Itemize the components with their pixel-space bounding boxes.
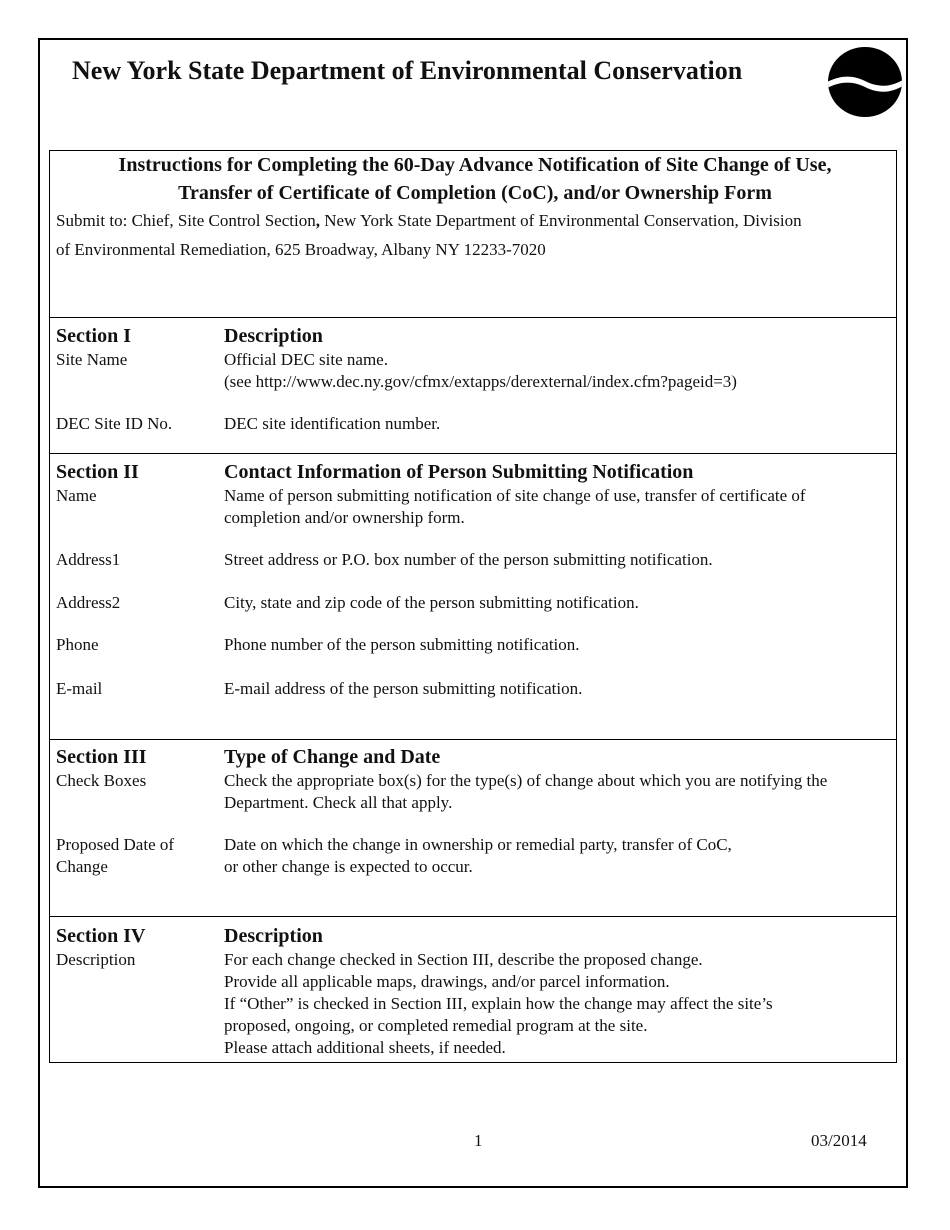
site-name-desc-line2: (see http://www.dec.ny.gov/cfmx/extapps/derexternal/index.cfm?pageid=3)	[224, 372, 737, 391]
section4-heading: Section IV	[56, 925, 146, 947]
phone-label: Phone	[56, 635, 99, 654]
section3-heading: Section III	[56, 746, 147, 768]
section3-column-heading: Type of Change and Date	[224, 746, 441, 768]
address2-label: Address2	[56, 593, 121, 612]
section1-column-heading: Description	[224, 325, 323, 347]
proposed-date-label-line2: Change	[56, 857, 108, 876]
section2-heading: Section II	[56, 461, 139, 483]
submit-to-line2: of Environmental Remediation, 625 Broadway, Albany NY 12233-7020	[56, 240, 546, 259]
description-line2: Provide all applicable maps, drawings, and/or parcel information.	[224, 972, 670, 991]
description-line5: Please attach additional sheets, if needed.	[224, 1038, 506, 1057]
proposed-date-description	[224, 834, 892, 878]
submit-to-suffix: New York State Department of Environmental Conservation, Division	[319, 211, 802, 230]
check-boxes-label: Check Boxes	[56, 771, 147, 790]
name-label: Name	[56, 486, 97, 505]
email-label: E-mail	[56, 679, 103, 698]
address2-description: City, state and zip code of the person submitting notification.	[224, 593, 639, 612]
description-line4: proposed, ongoing, or completed remedial program at the site.	[224, 1016, 648, 1035]
section-divider	[49, 317, 897, 318]
section1-heading: Section I	[56, 325, 131, 347]
submit-to-prefix: Submit to: Chief, Site Control Section	[56, 211, 316, 230]
check-boxes-description	[224, 770, 892, 814]
site-name-label: Site Name	[56, 350, 128, 369]
name-desc-line2: completion and/or ownership form.	[224, 508, 465, 527]
instructions-heading	[0, 150, 950, 206]
section-divider	[49, 916, 897, 917]
description-line3: If “Other” is checked in Section III, explain how the change may affect the site’s	[224, 994, 773, 1013]
section-divider	[49, 739, 897, 740]
section2-column-heading: Contact Information of Person Submitting Notification	[224, 461, 694, 483]
email-description: E-mail address of the person submitting notification.	[224, 679, 583, 698]
agency-title: New York State Department of Environmental Conservation	[72, 56, 743, 85]
form-revision-date: 03/2014	[811, 1131, 867, 1150]
instructions-title-line1: Instructions for Completing the 60-Day Advance Notification of Site Change of Use,	[118, 154, 832, 176]
proposed-date-label	[56, 834, 221, 878]
section4-column-heading: Description	[224, 925, 323, 947]
section-divider	[49, 453, 897, 454]
page-number: 1	[474, 1131, 483, 1150]
proposed-date-desc-line2: or other change is expected to occur.	[224, 857, 473, 876]
proposed-date-desc-line1: Date on which the change in ownership or remedial party, transfer of CoC,	[224, 835, 732, 854]
phone-description: Phone number of the person submitting notification.	[224, 635, 580, 654]
dec-logo-icon	[827, 46, 903, 118]
site-id-description: DEC site identification number.	[224, 414, 441, 433]
site-name-description	[224, 349, 892, 393]
submit-to-comma: ,	[315, 211, 320, 230]
description-line1: For each change checked in Section III, describe the proposed change.	[224, 950, 703, 969]
check-boxes-desc-line2: Department. Check all that apply.	[224, 793, 453, 812]
site-name-desc-line1: Official DEC site name.	[224, 350, 388, 369]
address1-description: Street address or P.O. box number of the person submitting notification.	[224, 550, 713, 569]
description-text	[224, 949, 892, 1059]
name-desc-line1: Name of person submitting notification of site change of use, transfer of certificate of	[224, 486, 806, 505]
address1-label: Address1	[56, 550, 121, 569]
description-label: Description	[56, 950, 136, 969]
proposed-date-label-line1: Proposed Date of	[56, 835, 175, 854]
site-id-label: DEC Site ID No.	[56, 414, 173, 433]
submit-to-text	[56, 206, 892, 264]
instructions-title-line2: Transfer of Certificate of Completion (CoC), and/or Ownership Form	[178, 182, 772, 204]
name-description	[224, 485, 892, 529]
check-boxes-desc-line1: Check the appropriate box(s) for the type(s) of change about which you are notifying the	[224, 771, 828, 790]
